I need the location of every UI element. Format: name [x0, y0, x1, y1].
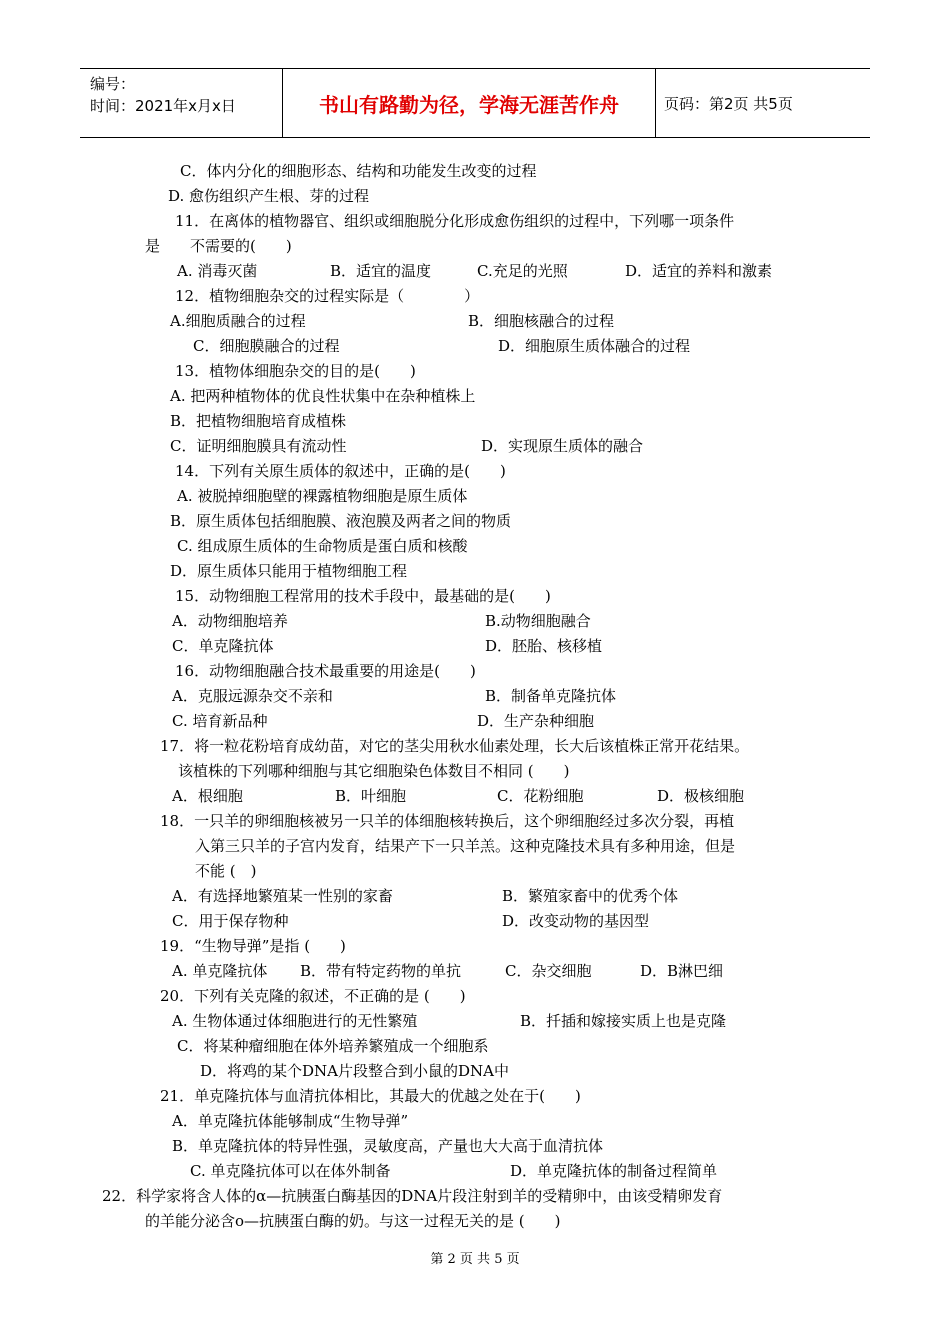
- time-label: 时间：2021年x月x日: [90, 97, 236, 115]
- option-a: A．动物细胞培养: [172, 612, 288, 630]
- option-d: D．生产杂种细胞: [477, 712, 595, 730]
- text-line: 不能 ( ): [195, 862, 257, 880]
- option-d: D．适宜的养料和激素: [625, 262, 773, 280]
- option-c: C．用于保存物种: [172, 912, 289, 930]
- header-divider: [655, 69, 656, 137]
- option-a: A. 单克隆抗体: [172, 962, 268, 980]
- option-a: A. 消毒灭菌: [177, 262, 258, 280]
- option-b: B.动物细胞融合: [485, 612, 591, 630]
- option-c: C．细胞膜融合的过程: [193, 337, 340, 355]
- option-b: B．带有特定药物的单抗: [300, 962, 462, 980]
- text-line: 是 不需要的( ): [145, 237, 292, 255]
- question-22: 22．科学家将含人体的α—抗胰蛋白酶基因的DNA片段注射到羊的受精卵中，由该受精卵发育: [102, 1187, 723, 1205]
- option-b: B．适宜的温度: [330, 262, 432, 280]
- option-c: C. 组成原生质体的生命物质是蛋白质和核酸: [177, 537, 468, 555]
- header-page-info: 页码：第2页 共5页: [664, 94, 793, 113]
- option-c: C．杂交细胞: [505, 962, 592, 980]
- option-c: C．证明细胞膜具有流动性: [170, 437, 347, 455]
- question-20: 20．下列有关克隆的叙述，不正确的是 ( ): [160, 987, 466, 1005]
- page-footer: 第 2 页 共 5 页: [430, 1252, 520, 1267]
- option-b: B．细胞核融合的过程: [468, 312, 615, 330]
- question-15: 15．动物细胞工程常用的技术手段中，最基础的是( ): [175, 587, 551, 605]
- option-a: A．克服远源杂交不亲和: [172, 687, 333, 705]
- question-13: 13．植物体细胞杂交的目的是( ): [175, 362, 416, 380]
- question-19: 19．“生物导弹”是指 ( ): [160, 937, 346, 955]
- option-b: B．把植物细胞培育成植株: [170, 412, 347, 430]
- text-line: 该植株的下列哪种细胞与其它细胞染色体数目不相同 ( ): [178, 762, 570, 780]
- option-d: D．实现原生质体的融合: [481, 437, 644, 455]
- option-c: C．花粉细胞: [497, 787, 584, 805]
- option-d: D．原生质体只能用于植物细胞工程: [170, 562, 408, 580]
- option-a: A．根细胞: [172, 787, 243, 805]
- option-c: C. 单克隆抗体可以在体外制备: [190, 1162, 391, 1180]
- question-16: 16．动物细胞融合技术最重要的用途是( ): [175, 662, 476, 680]
- option-d: D．改变动物的基因型: [502, 912, 650, 930]
- page-header: [80, 68, 870, 138]
- option-d: D．极核细胞: [657, 787, 745, 805]
- option-c: C．将某种瘤细胞在体外培养繁殖成一个细胞系: [177, 1037, 489, 1055]
- option-a: A. 生物体通过体细胞进行的无性繁殖: [172, 1012, 418, 1030]
- question-18: 18．一只羊的卵细胞核被另一只羊的体细胞核转换后，这个卵细胞经过多次分裂，再植: [160, 812, 735, 830]
- text-line: C．体内分化的细胞形态、结构和功能发生改变的过程: [180, 162, 537, 180]
- option-d: D．胚胎、核移植: [485, 637, 603, 655]
- question-11: 11．在离体的植物器官、组织或细胞脱分化形成愈伤组织的过程中，下列哪一项条件: [175, 212, 735, 230]
- text-line: 的羊能分泌含o—抗胰蛋白酶的奶。与这一过程无关的是 ( ): [145, 1212, 561, 1230]
- header-motto: 书山有路勤为径，学海无涯苦作舟: [319, 92, 619, 117]
- option-a: A．单克隆抗体能够制成“生物导弹”: [172, 1112, 409, 1130]
- option-a: A. 把两种植物体的优良性状集中在杂种植株上: [170, 387, 476, 405]
- option-a: A. 被脱掉细胞壁的裸露植物细胞是原生质体: [177, 487, 468, 505]
- question-21: 21．单克隆抗体与血清抗体相比，其最大的优越之处在于( ): [160, 1087, 581, 1105]
- option-c: C．单克隆抗体: [172, 637, 274, 655]
- option-d: D．单克隆抗体的制备过程简单: [510, 1162, 718, 1180]
- option-a: A.细胞质融合的过程: [170, 312, 306, 330]
- question-12: 12．植物细胞杂交的过程实际是（ ）: [175, 287, 480, 305]
- option-c: C. 培育新品种: [172, 712, 268, 730]
- option-d: D．细胞原生质体融合的过程: [498, 337, 691, 355]
- question-17: 17．将一粒花粉培育成幼苗，对它的茎尖用秋水仙素处理，长大后该植株正常开花结果。: [160, 737, 750, 755]
- option-b: B．单克隆抗体的特异性强，灵敏度高，产量也大大高于血清抗体: [172, 1137, 604, 1155]
- option-d: D．将鸡的某个DNA片段整合到小鼠的DNA中: [200, 1062, 509, 1080]
- option-d: D．B淋巴细: [640, 962, 724, 980]
- option-b: B．制备单克隆抗体: [485, 687, 617, 705]
- id-label: 编号：: [90, 75, 136, 93]
- option-b: B．叶细胞: [335, 787, 407, 805]
- text-line: D. 愈伤组织产生根、芽的过程: [168, 187, 370, 205]
- question-14: 14．下列有关原生质体的叙述中，正确的是( ): [175, 462, 506, 480]
- option-c: C.充足的光照: [477, 262, 568, 280]
- option-b: B．原生质体包括细胞膜、液泡膜及两者之间的物质: [170, 512, 512, 530]
- header-info: [90, 73, 236, 117]
- text-line: 入第三只羊的子宫内发育，结果产下一只羊羔。这种克隆技术具有多种用途，但是: [195, 837, 736, 855]
- option-b: B．扦插和嫁接实质上也是克隆: [520, 1012, 727, 1030]
- option-b: B．繁殖家畜中的优秀个体: [502, 887, 679, 905]
- option-a: A．有选择地繁殖某一性别的家畜: [172, 887, 393, 905]
